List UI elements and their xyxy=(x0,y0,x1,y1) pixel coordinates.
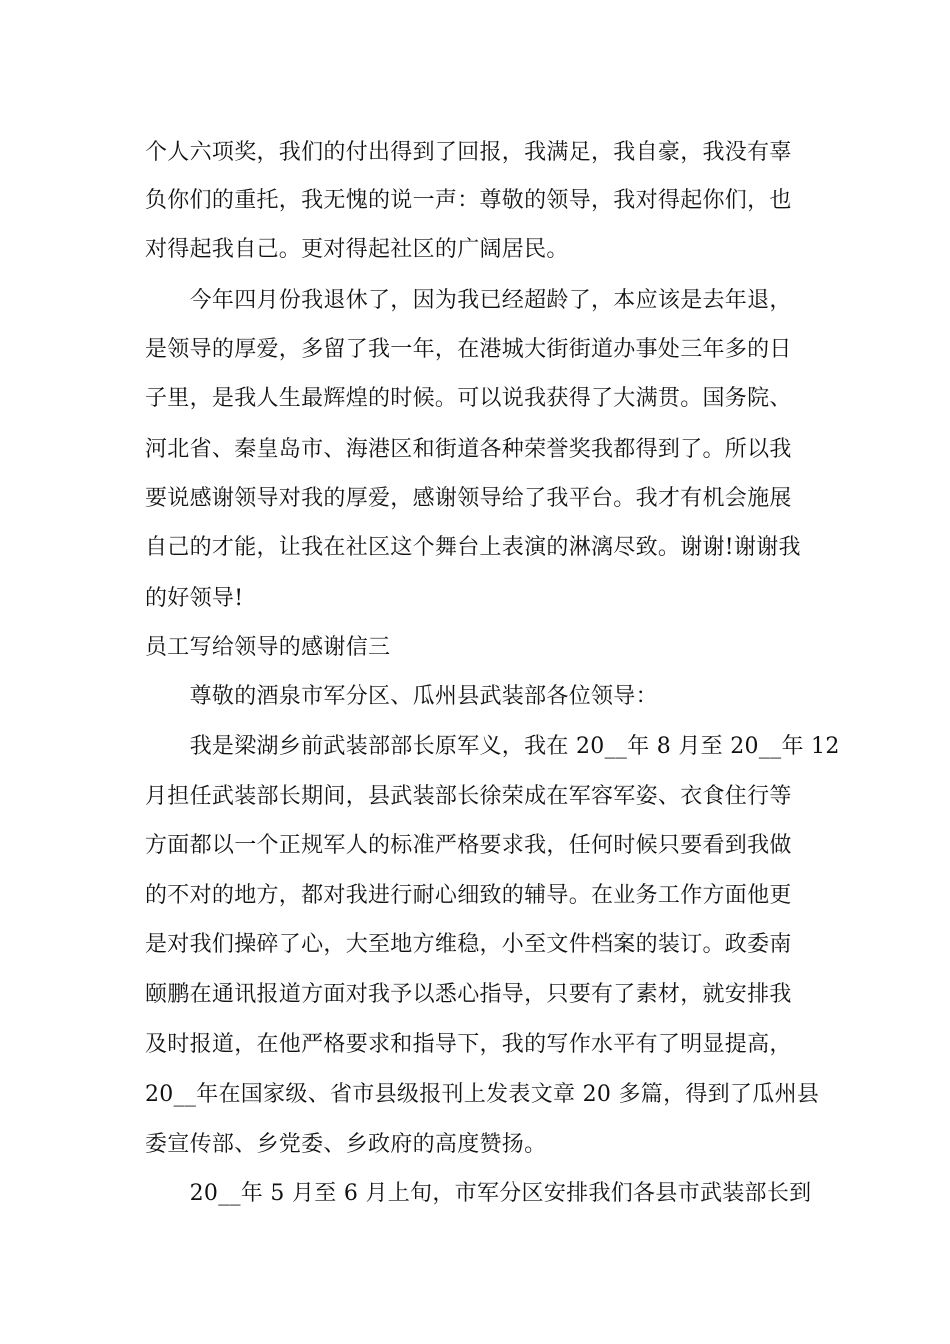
text-line: 20__年 5 月至 6 月上旬，市军分区安排我们各县市武装部长到 xyxy=(145,1181,812,1206)
text-line: 是领导的厚爱，多留了我一年，在港城大街街道办事处三年多的日 xyxy=(145,337,792,362)
text-line: 20__年在国家级、省市县级报刊上发表文章 20 多篇，得到了瓜州县 xyxy=(145,1082,820,1107)
text-line: 要说感谢领导对我的厚爱，感谢领导给了我平台。我才有机会施展 xyxy=(145,486,792,511)
text-line: 的不对的地方，都对我进行耐心细致的辅导。在业务工作方面他更 xyxy=(145,883,792,908)
text-line: 颐鹏在通讯报道方面对我予以悉心指导，只要有了素材，就安排我 xyxy=(145,982,792,1007)
text-line: 河北省、秦皇岛市、海港区和街道各种荣誉奖我都得到了。所以我 xyxy=(145,437,792,462)
text-line: 委宣传部、乡党委、乡政府的高度赞扬。 xyxy=(145,1132,547,1157)
text-line: 今年四月份我退休了，因为我已经超龄了，本应该是去年退， xyxy=(145,288,792,313)
text-line: 我是梁湖乡前武装部部长原军义，我在 20__年 8 月至 20__年 12 xyxy=(145,734,840,759)
text-line: 对得起我自己。更对得起社区的广阔居民。 xyxy=(145,237,569,262)
text-line: 及时报道，在他严格要求和指导下，我的写作水平有了明显提高， xyxy=(145,1032,792,1057)
text-line: 自己的才能，让我在社区这个舞台上表演的淋漓尽致。谢谢!谢谢我 xyxy=(145,535,801,560)
text-line: 负你们的重托，我无愧的说一声：尊敬的领导，我对得起你们，也 xyxy=(145,188,792,213)
text-line: 的好领导! xyxy=(145,586,244,611)
text-line: 是对我们操碎了心，大至地方维稳，小至文件档案的装订。政委南 xyxy=(145,932,792,957)
text-line: 月担任武装部长期间，县武装部长徐荣成在军容军姿、衣食住行等 xyxy=(145,784,792,809)
text-line: 个人六项奖，我们的付出得到了回报，我满足，我自豪，我没有辜 xyxy=(145,140,792,165)
text-line: 方面都以一个正规军人的标准严格要求我，任何时候只要看到我做 xyxy=(145,833,792,858)
section-heading: 员工写给领导的感谢信三 xyxy=(145,635,391,660)
text-line: 子里，是我人生最辉煌的时候。可以说我获得了大满贯。国务院、 xyxy=(145,386,792,411)
salutation: 尊敬的酒泉市军分区、瓜州县武装部各位领导： xyxy=(145,684,658,709)
